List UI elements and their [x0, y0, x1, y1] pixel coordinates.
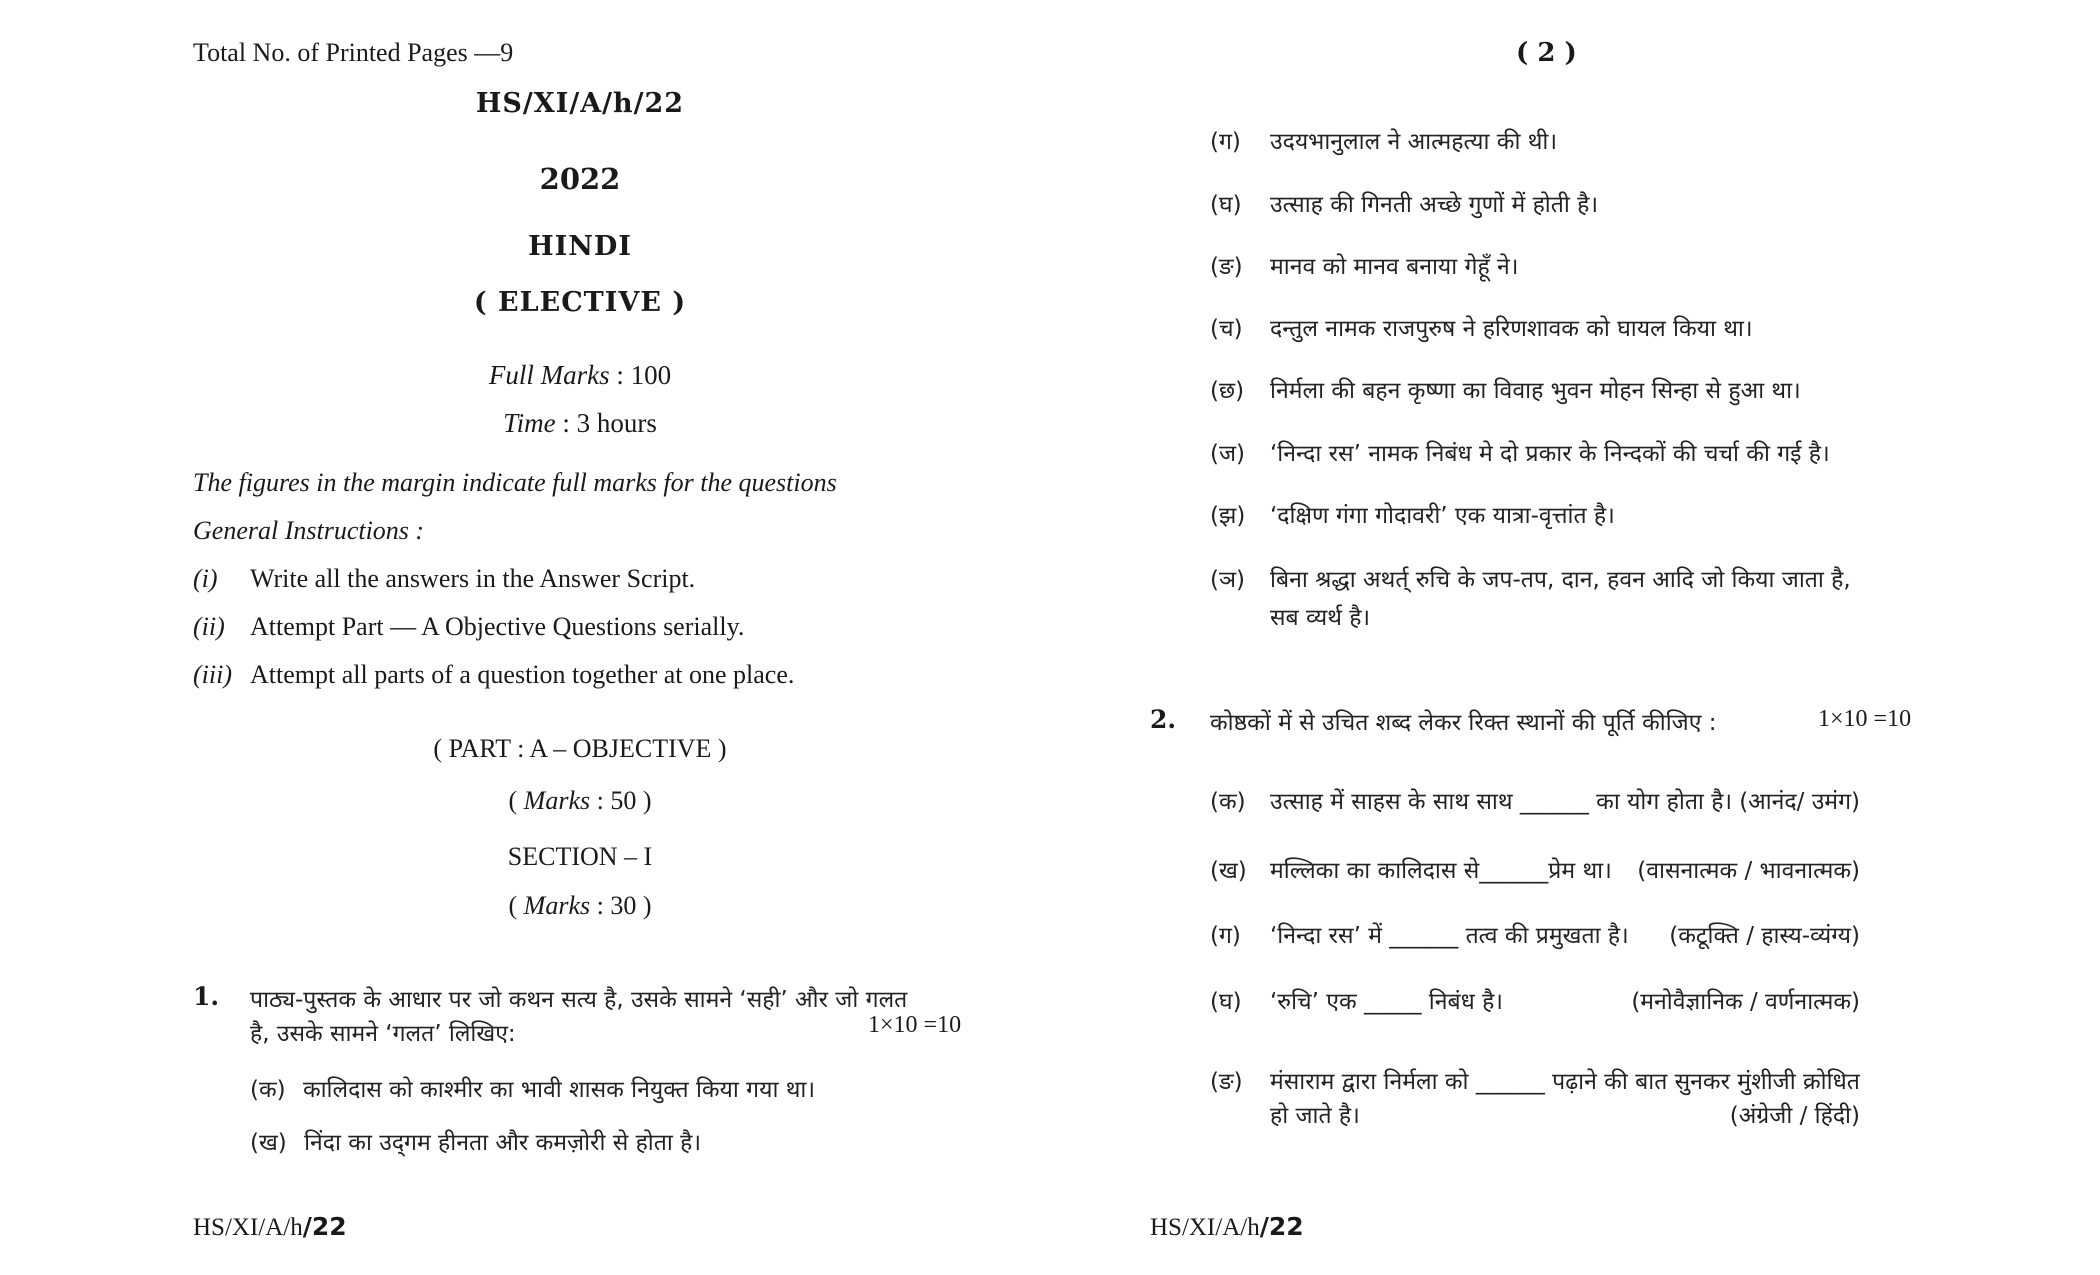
item-options: (अंग्रेजी / हिंदी) [1729, 1103, 1860, 1129]
footer-code: HS/XI/A/h [1150, 1214, 1260, 1241]
instruction-text: Write all the answers in the Answer Script. [250, 564, 696, 593]
paper-type: ( ELECTIVE ) [473, 287, 687, 318]
item-text: ‘दक्षिण गंगा गोदावरी’ एक यात्रा-वृत्तांत है। [1270, 503, 1615, 529]
item-text: निर्मला की बहन कृष्णा का विवाह भुवन मोहन सिन्हा से हुआ था। [1270, 378, 1801, 404]
item-text: बिना श्रद्धा अथर्त् रुचि के जप-तप, दान, हवन आदि जो किया जाता है, [1270, 567, 1851, 593]
part-marks-value: : 50 ) [596, 786, 652, 815]
item-label: (घ) [1210, 989, 1242, 1015]
question-item [1210, 311, 1753, 343]
item-label: (च) [1210, 316, 1243, 342]
item-options: (वासनात्मक / भावनात्मक) [1637, 858, 1860, 884]
full-marks-value: : 100 [616, 360, 672, 390]
subject-title: HINDI [528, 231, 632, 262]
question-item [1210, 249, 1519, 281]
item-text: उत्साह की गिनती अच्छे गुणों में होती है। [1270, 192, 1599, 218]
item-label: (ङ) [1210, 1069, 1243, 1095]
item-label: (क) [250, 1077, 286, 1103]
item-text-continued: सब व्यर्थ है। [1270, 605, 1371, 631]
section-marks-open: ( [508, 891, 518, 920]
section-marks-value: : 30 ) [596, 891, 652, 920]
section-marks-label: Marks [523, 891, 591, 920]
question-item [250, 1125, 701, 1157]
question-item [1210, 373, 1801, 405]
full-marks-label: Full Marks [488, 360, 610, 390]
item-label: (छ) [1210, 378, 1245, 404]
item-label: (ग) [1210, 923, 1241, 949]
item-text: मल्लिका का कालिदास से______प्रेम था। [1270, 858, 1612, 884]
page-number: ( 2 ) [1516, 38, 1577, 68]
item-text: ‘रुचि’ एक _____ निबंध है। [1270, 989, 1503, 1015]
item-options: (आनंद/ उमंग) [1739, 789, 1860, 815]
item-label: (ख) [1210, 858, 1247, 884]
part-marks-open: ( [508, 786, 518, 815]
question-item [1210, 562, 1851, 631]
item-text-continued: हो जाते है। [1270, 1103, 1360, 1129]
item-text: मानव को मानव बनाया गेहूँ ने। [1270, 254, 1519, 280]
item-text: उत्साह में साहस के साथ साथ ______ का योग होता है। [1270, 789, 1733, 815]
question-text-line2: है, उसके सामने ‘गलत’ लिखिए: [250, 1021, 516, 1047]
item-text: उदयभानुलाल ने आत्महत्या की थी। [1270, 129, 1558, 155]
section-marks [0, 891, 1160, 921]
instruction-text: Attempt all parts of a question together at one place. [250, 660, 795, 689]
margin-note: The figures in the margin indicate full marks for the questions [193, 468, 837, 497]
fill-blank-item [1210, 1064, 1860, 1129]
item-text: ‘निन्दा रस’ नामक निबंध मे दो प्रकार के निन्दकों की चर्चा की गई है। [1270, 441, 1830, 467]
section-heading: SECTION – I [507, 842, 653, 871]
item-text: दन्तुल नामक राजपुरुष ने हरिणशावक को घायल किया था। [1270, 316, 1753, 342]
instruction-number: (iii) [193, 660, 232, 689]
time-label: Time [503, 408, 556, 438]
instruction-text: Attempt Part — A Objective Questions serially. [250, 612, 745, 641]
question-item [250, 1072, 815, 1104]
item-label: (क) [1210, 789, 1246, 815]
question-prompt: कोष्ठकों में से उचित शब्द लेकर रिक्त स्थानों की पूर्ति कीजिए : [1210, 710, 1717, 736]
item-label: (ञ) [1210, 567, 1246, 593]
footer-code-bold: /22 [302, 1212, 347, 1241]
fill-blank-item [1210, 784, 1860, 816]
part-marks-label: Marks [523, 786, 591, 815]
footer-code: HS/XI/A/h [193, 1214, 303, 1241]
part-heading: ( PART : A – OBJECTIVE ) [433, 734, 727, 763]
left-footer-code [193, 1212, 347, 1242]
question-number: 1. [193, 982, 220, 1011]
item-label: (झ) [1210, 503, 1246, 529]
item-text: मंसाराम द्वारा निर्मला को ______ पढ़ाने की बात सुनकर मुंशीजी क्रोधित [1270, 1069, 1860, 1095]
part-marks [0, 786, 1160, 816]
total-pages-note: Total No. of Printed Pages —9 [193, 38, 514, 67]
instruction-number: (i) [193, 564, 218, 593]
item-text: निंदा का उद्‌गम हीनता और कमज़ोरी से होता है। [304, 1130, 702, 1156]
paper-code: HS/XI/A/h/22 [475, 88, 685, 119]
question-number: 2. [1150, 705, 1177, 734]
instruction-number: (ii) [193, 612, 225, 641]
question-item [1210, 124, 1558, 156]
item-label: (ज) [1210, 441, 1246, 467]
full-marks [0, 360, 1160, 391]
item-text: कालिदास को काश्मीर का भावी शासक नियुक्त किया गया था। [302, 1077, 816, 1103]
fill-blank-item [1210, 853, 1860, 885]
right-footer-code [1150, 1212, 1304, 1242]
general-instructions-heading: General Instructions : [193, 516, 425, 545]
question-marks: 1×10 =10 [1818, 706, 1912, 732]
time-value: : 3 hours [562, 408, 657, 438]
item-text: ‘निन्दा रस’ में ______ तत्व की प्रमुखता है। [1270, 923, 1629, 949]
item-label: (ग) [1210, 129, 1241, 155]
fill-blank-item [1210, 984, 1860, 1016]
item-options: (मनोवैज्ञानिक / वर्णनात्मक) [1631, 989, 1860, 1015]
exam-time [0, 408, 1160, 439]
item-label: (ङ) [1210, 254, 1243, 280]
question-item [1210, 498, 1615, 530]
question-item [1210, 187, 1599, 219]
footer-code-bold: /22 [1259, 1212, 1304, 1241]
question-text-line1: पाठ्य-पुस्तक के आधार पर जो कथन सत्य है, उसके सामने ‘सही’ और जो गलत [250, 987, 908, 1013]
question-item [1210, 436, 1830, 468]
item-options: (कटूक्ति / हास्य-व्यंग्य) [1669, 923, 1860, 949]
item-label: (घ) [1210, 192, 1242, 218]
exam-year: 2022 [539, 162, 621, 196]
question-marks: 1×10 =10 [868, 1012, 962, 1038]
item-label: (ख) [250, 1130, 287, 1156]
fill-blank-item [1210, 918, 1860, 950]
